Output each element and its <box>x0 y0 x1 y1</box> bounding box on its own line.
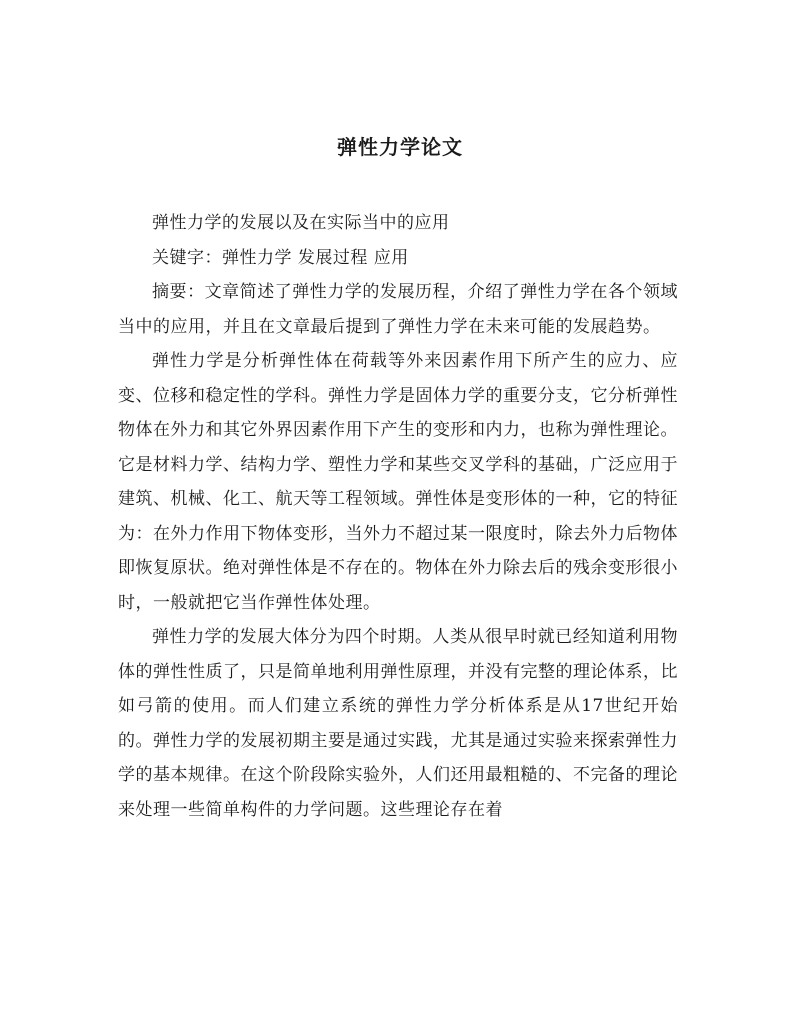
body-paragraph-history: 弹性力学的发展大体分为四个时期。人类从很早时就已经知道利用物体的弹性性质了，只是简单地利用弹性原理，并没有完整的理论体系，比如弓箭的使用。而人们建立系统的弹性力学分析体系是从17世纪开始的。弹性力学的发展初期主要是通过实践，尤其是通过实验来探索弹性力学的基本规律。在这个阶段除实验外，人们还用最粗糙的、不完备的理论来处理一些简单构件的力学问题。这些理论存在着 <box>118 627 678 820</box>
document-body <box>118 206 678 827</box>
body-paragraph-definition: 弹性力学是分析弹性体在荷载等外来因素作用下所产生的应力、应变、位移和稳定性的学科。弹性力学是固体力学的重要分支，它分析弹性物体在外力和其它外界因素作用下产生的变形和内力，也称为弹性理论。它是材料力学、结构力学、塑性力学和某些交叉学科的基础，广泛应用于建筑、机械、化工、航天等工程领域。弹性体是变形体的一种，它的特征为：在外力作用下物体变形，当外力不超过某一限度时，除去外力后物体即恢复原状。绝对弹性体是不存在的。物体在外力除去后的残余变形很小时，一般就把它当作弹性体处理。 <box>118 351 678 613</box>
subtitle-line: 弹性力学的发展以及在实际当中的应用 <box>152 213 450 233</box>
document-title: 弹性力学论文 <box>337 135 463 159</box>
abstract-paragraph: 摘要：文章简述了弹性力学的发展历程，介绍了弹性力学在各个领域当中的应用，并且在文章最后提到了弹性力学在未来可能的发展趋势。 <box>118 282 678 337</box>
keywords-line: 关键字：弹性力学 发展过程 应用 <box>152 247 409 268</box>
